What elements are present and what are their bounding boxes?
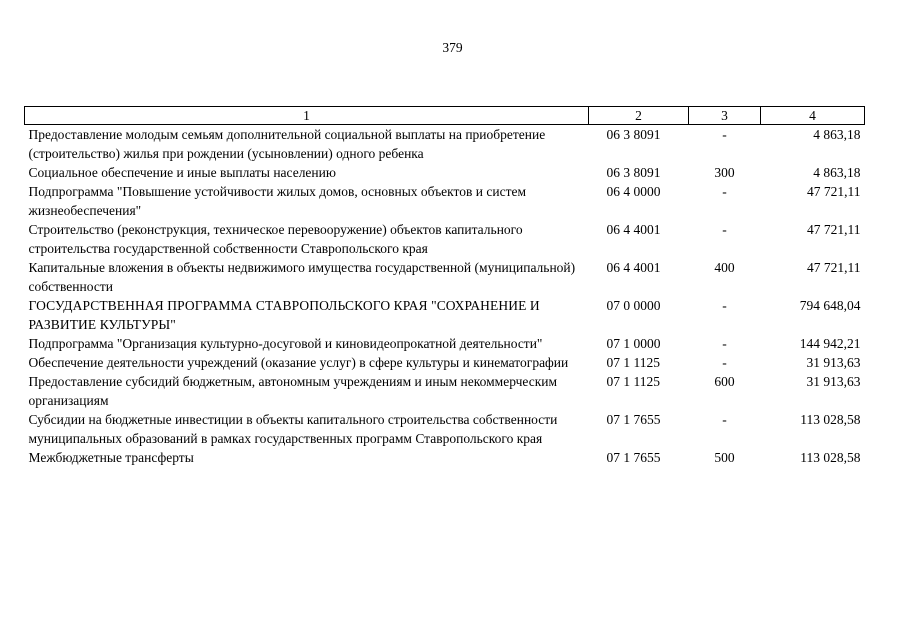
row-code: 07 0 0000 [606, 298, 661, 313]
table-header [25, 107, 865, 125]
row-amount: 4 863,18 [813, 127, 861, 142]
row-amount: 31 913,63 [806, 355, 861, 370]
row-type: 600 [714, 374, 735, 389]
row-type: - [722, 336, 727, 351]
row-code: 07 1 1125 [606, 355, 660, 370]
row-code: 06 3 8091 [606, 165, 661, 180]
table-row [25, 410, 865, 448]
row-amount: 113 028,58 [800, 450, 861, 465]
row-amount: 47 721,11 [807, 260, 861, 275]
table-row [25, 182, 865, 220]
row-type: 500 [714, 450, 735, 465]
budget-table [24, 106, 865, 467]
table-row [25, 334, 865, 353]
row-type: 400 [714, 260, 735, 275]
row-type: 300 [714, 165, 735, 180]
row-name: ГОСУДАРСТВЕННАЯ ПРОГРАММА СТАВРОПОЛЬСКОГО КРАЯ "СОХРАНЕНИЕ И РАЗВИТИЕ КУЛЬТУРЫ" [28, 298, 540, 332]
row-amount: 113 028,58 [800, 412, 861, 427]
row-code: 07 1 0000 [606, 336, 661, 351]
table-row [25, 296, 865, 334]
row-type: - [722, 127, 727, 142]
table-row [25, 372, 865, 410]
row-code: 06 4 4001 [606, 222, 661, 237]
row-code: 06 4 0000 [606, 184, 661, 199]
row-amount: 144 942,21 [799, 336, 861, 351]
table-body [25, 125, 865, 468]
row-code: 07 1 7655 [606, 450, 661, 465]
column-header-1: 1 [25, 107, 589, 125]
table-row [25, 163, 865, 182]
row-amount: 4 863,18 [813, 165, 861, 180]
row-amount: 47 721,11 [807, 222, 861, 237]
column-header-2: 2 [589, 107, 689, 125]
row-name: Строительство (реконструкция, техническое перевооружение) объектов капитального строительства государственной собственности Ставропольского края [28, 222, 523, 256]
row-name: Предоставление субсидий бюджетным, автономным учреждениям и иным некоммерческим организациям [28, 374, 558, 408]
table-row [25, 353, 865, 372]
column-header-4: 4 [761, 107, 865, 125]
table-row [25, 220, 865, 258]
row-amount: 31 913,63 [806, 374, 861, 389]
row-amount: 47 721,11 [807, 184, 861, 199]
row-amount: 794 648,04 [799, 298, 861, 313]
column-header-3: 3 [689, 107, 761, 125]
table-row [25, 125, 865, 164]
row-name: Капитальные вложения в объекты недвижимого имущества государственной (муниципальной) собственности [28, 260, 576, 294]
row-code: 06 3 8091 [606, 127, 661, 142]
table-row [25, 258, 865, 296]
header-row [25, 107, 865, 125]
row-type: - [722, 355, 727, 370]
row-type: - [722, 184, 727, 199]
row-type: - [722, 412, 727, 427]
row-name: Межбюджетные трансферты [28, 450, 194, 465]
row-name: Социальное обеспечение и иные выплаты населению [28, 165, 336, 180]
row-name: Подпрограмма "Повышение устойчивости жилых домов, основных объектов и систем жизнеобеспечения" [28, 184, 527, 218]
row-type: - [722, 222, 727, 237]
row-code: 07 1 1125 [606, 374, 660, 389]
row-name: Предоставление молодым семьям дополнительной социальной выплаты на приобретение (строительство) жилья при рождении (усыновлении) одного ребенка [28, 127, 546, 161]
row-name: Подпрограмма "Организация культурно-досуговой и киновидеопрокатной деятельности" [28, 336, 543, 351]
row-code: 07 1 7655 [606, 412, 661, 427]
row-name: Обеспечение деятельности учреждений (оказание услуг) в сфере культуры и кинематографии [28, 355, 569, 370]
row-name: Субсидии на бюджетные инвестиции в объекты капитального строительства собственности муниципальных образований в рамках государственных программ Ставропольского края [28, 412, 558, 446]
row-type: - [722, 298, 727, 313]
row-code: 06 4 4001 [606, 260, 661, 275]
page-number: 379 [442, 40, 463, 55]
table-row [25, 448, 865, 467]
